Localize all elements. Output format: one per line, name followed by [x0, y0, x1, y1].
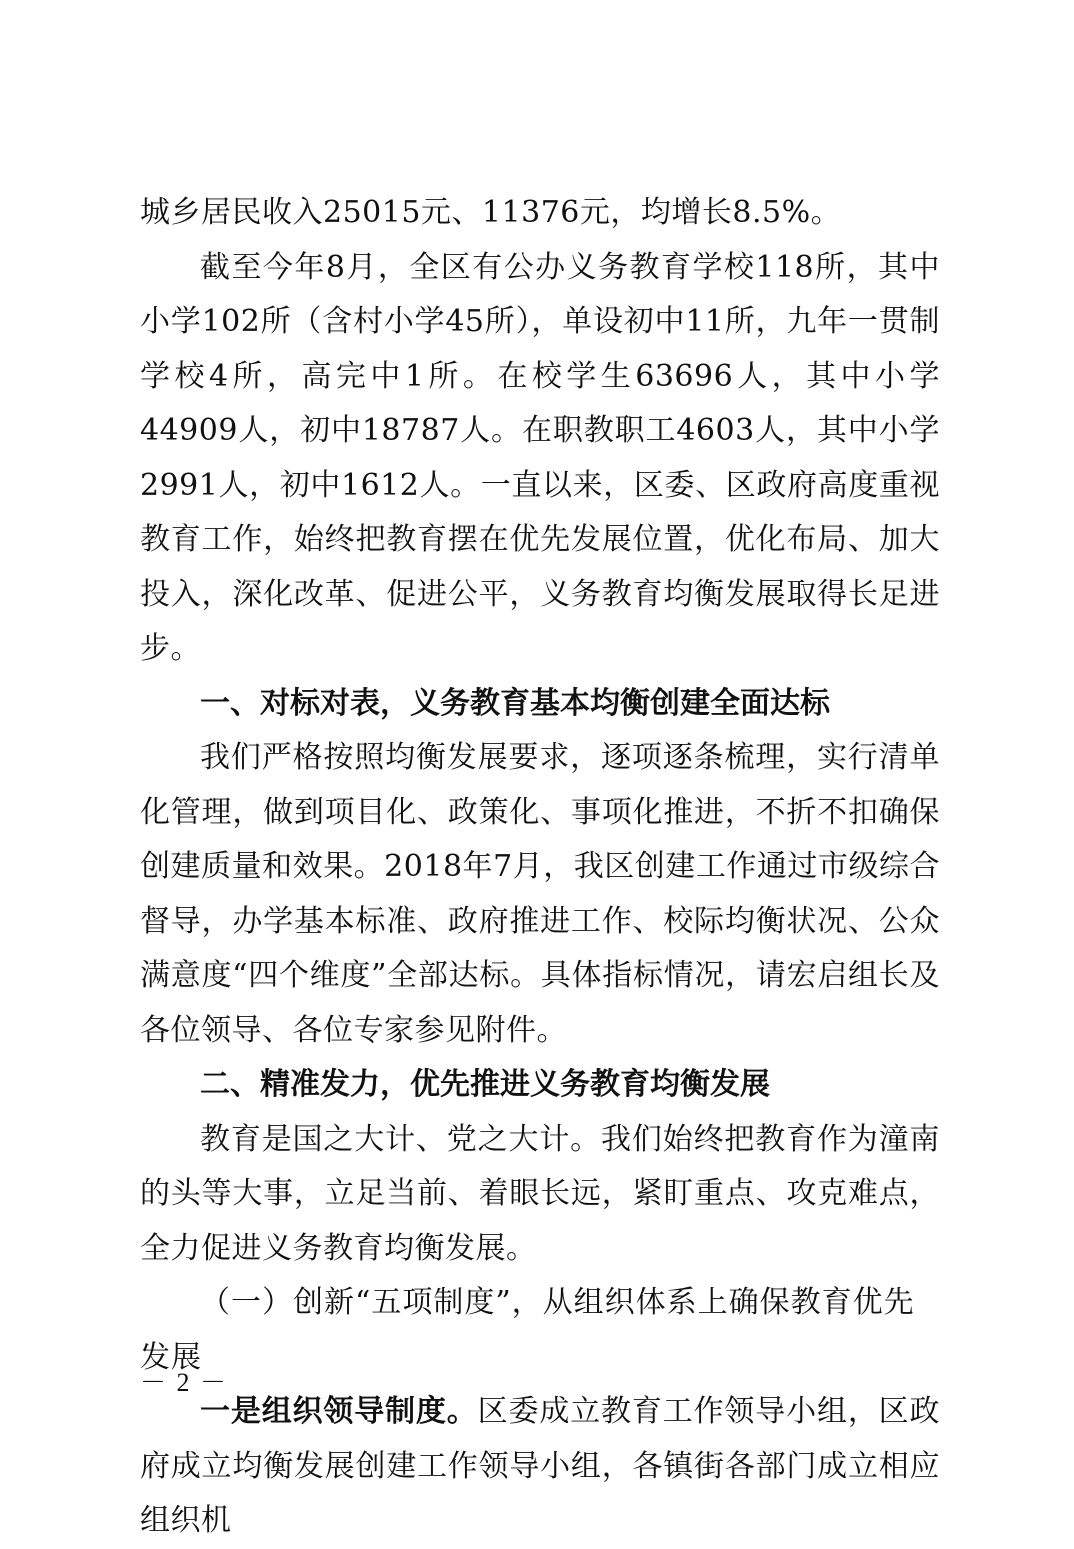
paragraph-income: 城乡居民收入25015元、11376元，均增长8.5%。 [140, 195, 842, 230]
page-number: － 2 － [140, 1368, 229, 1397]
paragraph-lead-phrase: 一是组织领导制度。 [200, 1394, 478, 1429]
document-body [140, 186, 940, 1549]
section-heading-2: 二、精准发力，优先推进义务教育均衡发展 [200, 1067, 770, 1102]
paragraph-school-statistics: 截至今年8月，全区有公办义务教育学校118所，其中小学102所（含村小学45所），单设初中11所，九年一贯制学校4所，高完中1所。在校学生63696人，其中小学44909人，初中18787人。在职教职工4603人，其中小学2991人，初中1612人。一直以来，区委、区政府高度重视教育工作，始终把教育摆在优先发展位置，优化布局、加大投入，深化改革、促进公平，义务教育均衡发展取得长足进步。 [140, 249, 940, 666]
paragraph-standards: 我们严格按照均衡发展要求，逐项逐条梳理，实行清单化管理，做到项目化、政策化、事项化推进，不折不扣确保创建质量和效果。2018年7月，我区创建工作通过市级综合督导，办学基本标准、政府推进工作、校际均衡状况、公众满意度“四个维度”全部达标。具体指标情况，请宏启组长及各位领导、各位专家参见附件。 [140, 740, 940, 1048]
subsection-heading-1: （一）创新“五项制度”，从组织体系上确保教育优先发展 [140, 1285, 915, 1375]
section-heading-1: 一、对标对表，义务教育基本均衡创建全面达标 [200, 685, 830, 721]
paragraph-leadership-system [140, 1385, 940, 1549]
paragraph-lead-body: 区委成立教育工作领导小组，区政府成立均衡发展创建工作领导小组，各镇街各部门成立相应组织机 [140, 1394, 941, 1538]
paragraph-education-priority: 教育是国之大计、党之大计。我们始终把教育作为潼南的头等大事，立足当前、着眼长远，紧盯重点、攻克难点，全力促进义务教育均衡发展。 [140, 1121, 940, 1266]
